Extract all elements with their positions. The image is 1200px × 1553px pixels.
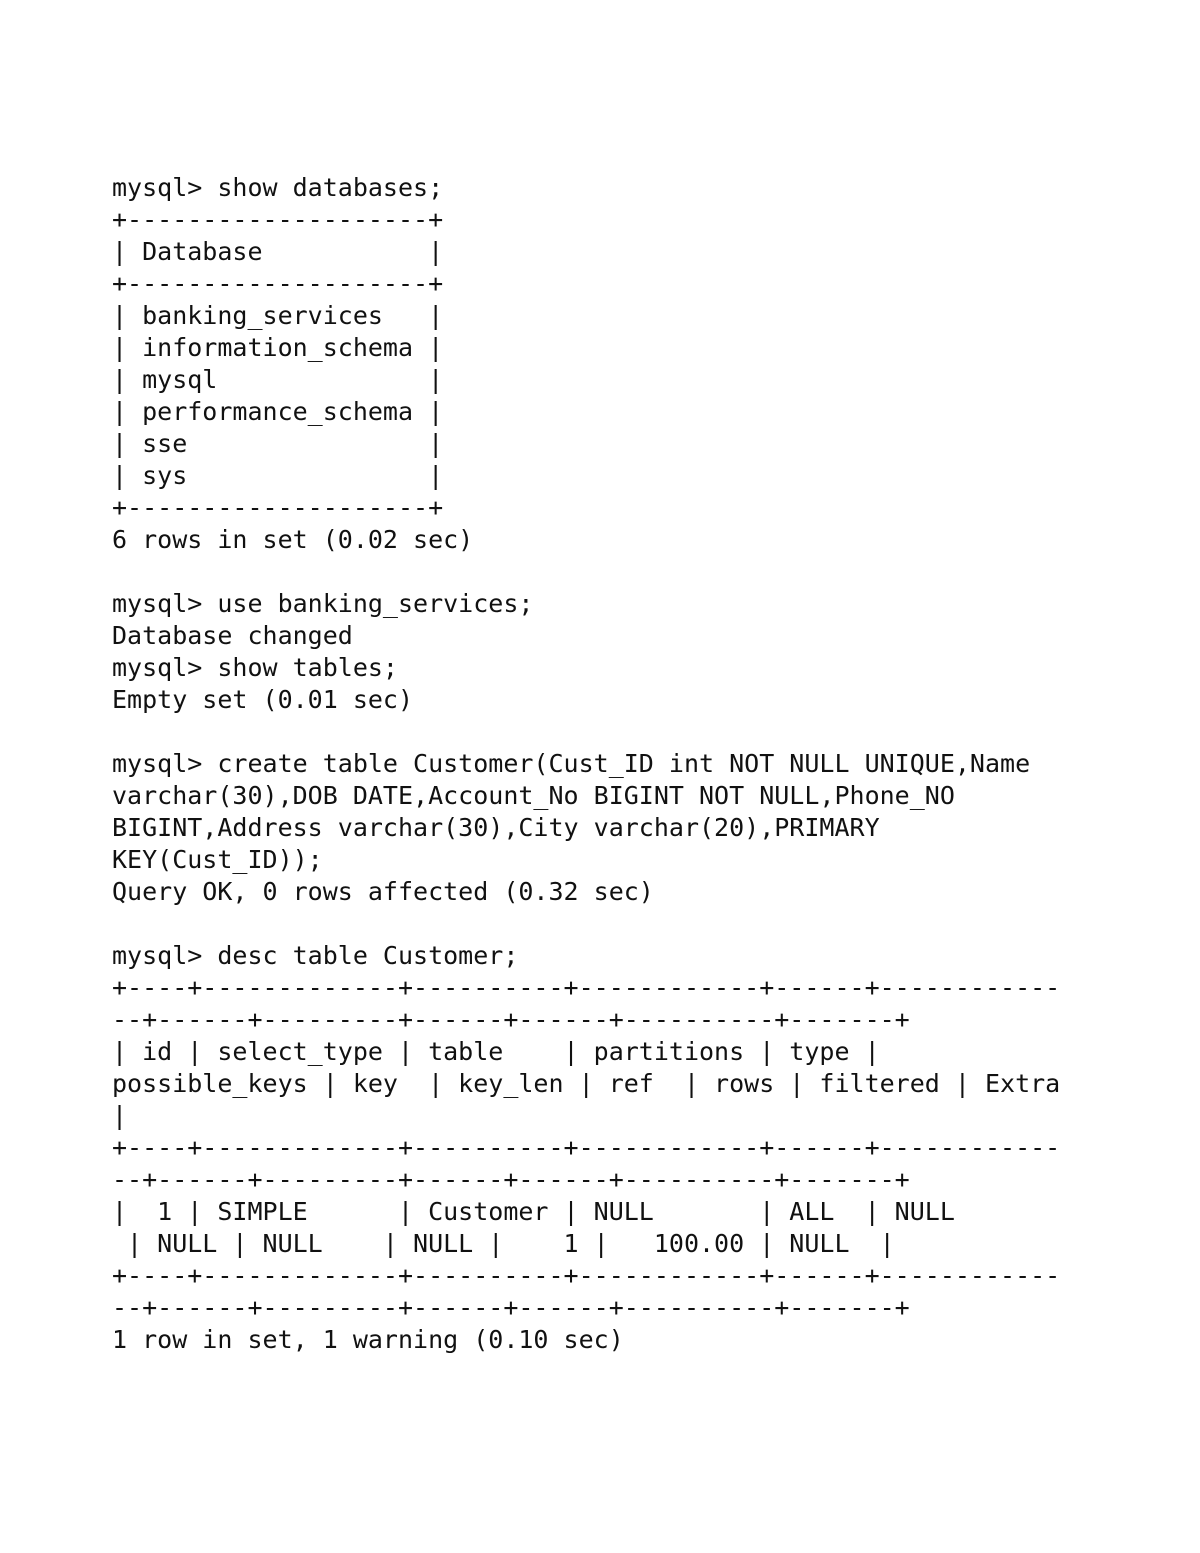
transcript-line: | sse | [112, 429, 444, 458]
transcript-line: KEY(Cust_ID)); [112, 845, 323, 874]
mysql-terminal-transcript [112, 172, 1112, 1356]
transcript-line: +--------------------+ [112, 205, 444, 234]
transcript-line: | performance_schema | [112, 397, 444, 426]
transcript-line: +--------------------+ [112, 269, 444, 298]
transcript-line: +----+-------------+----------+------------+------+------------ [112, 1133, 1061, 1162]
transcript-line: --+------+---------+------+------+----------+-------+ [112, 1165, 910, 1194]
blank-line [112, 556, 1112, 588]
blank-line [112, 908, 1112, 940]
transcript-line: +----+-------------+----------+------------+------+------------ [112, 1261, 1061, 1290]
transcript-line: | mysql | [112, 365, 444, 394]
transcript-line: | [112, 1101, 128, 1130]
transcript-line: | 1 | SIMPLE | Customer | NULL | ALL | NULL [112, 1197, 955, 1226]
transcript-line: mysql> show tables; [112, 653, 398, 682]
transcript-line: | Database | [112, 237, 444, 266]
transcript-line: 1 row in set, 1 warning (0.10 sec) [112, 1325, 624, 1354]
transcript-line: | sys | [112, 461, 444, 490]
transcript-line: varchar(30),DOB DATE,Account_No BIGINT NOT NULL,Phone_NO [112, 781, 955, 810]
transcript-line: Database changed [112, 621, 353, 650]
transcript-line: Query OK, 0 rows affected (0.32 sec) [112, 877, 654, 906]
transcript-line: mysql> desc table Customer; [112, 941, 519, 970]
transcript-line: --+------+---------+------+------+----------+-------+ [112, 1005, 910, 1034]
transcript-line: +----+-------------+----------+------------+------+------------ [112, 973, 1061, 1002]
transcript-line: | banking_services | [112, 301, 444, 330]
transcript-line: Empty set (0.01 sec) [112, 685, 414, 714]
transcript-line: --+------+---------+------+------+----------+-------+ [112, 1293, 910, 1322]
transcript-line: mysql> create table Customer(Cust_ID int NOT NULL UNIQUE,Name [112, 749, 1031, 778]
transcript-line: 6 rows in set (0.02 sec) [112, 525, 474, 554]
transcript-line: mysql> show databases; [112, 173, 444, 202]
transcript-line: mysql> use banking_services; [112, 589, 534, 618]
transcript-line: possible_keys | key | key_len | ref | rows | filtered | Extra [112, 1069, 1061, 1098]
transcript-line: | id | select_type | table | partitions | type | [112, 1037, 880, 1066]
transcript-line: BIGINT,Address varchar(30),City varchar(20),PRIMARY [112, 813, 880, 842]
transcript-line: | NULL | NULL | NULL | 1 | 100.00 | NULL | [112, 1229, 895, 1258]
transcript-line: | information_schema | [112, 333, 444, 362]
transcript-line: +--------------------+ [112, 493, 444, 522]
blank-line [112, 716, 1112, 748]
